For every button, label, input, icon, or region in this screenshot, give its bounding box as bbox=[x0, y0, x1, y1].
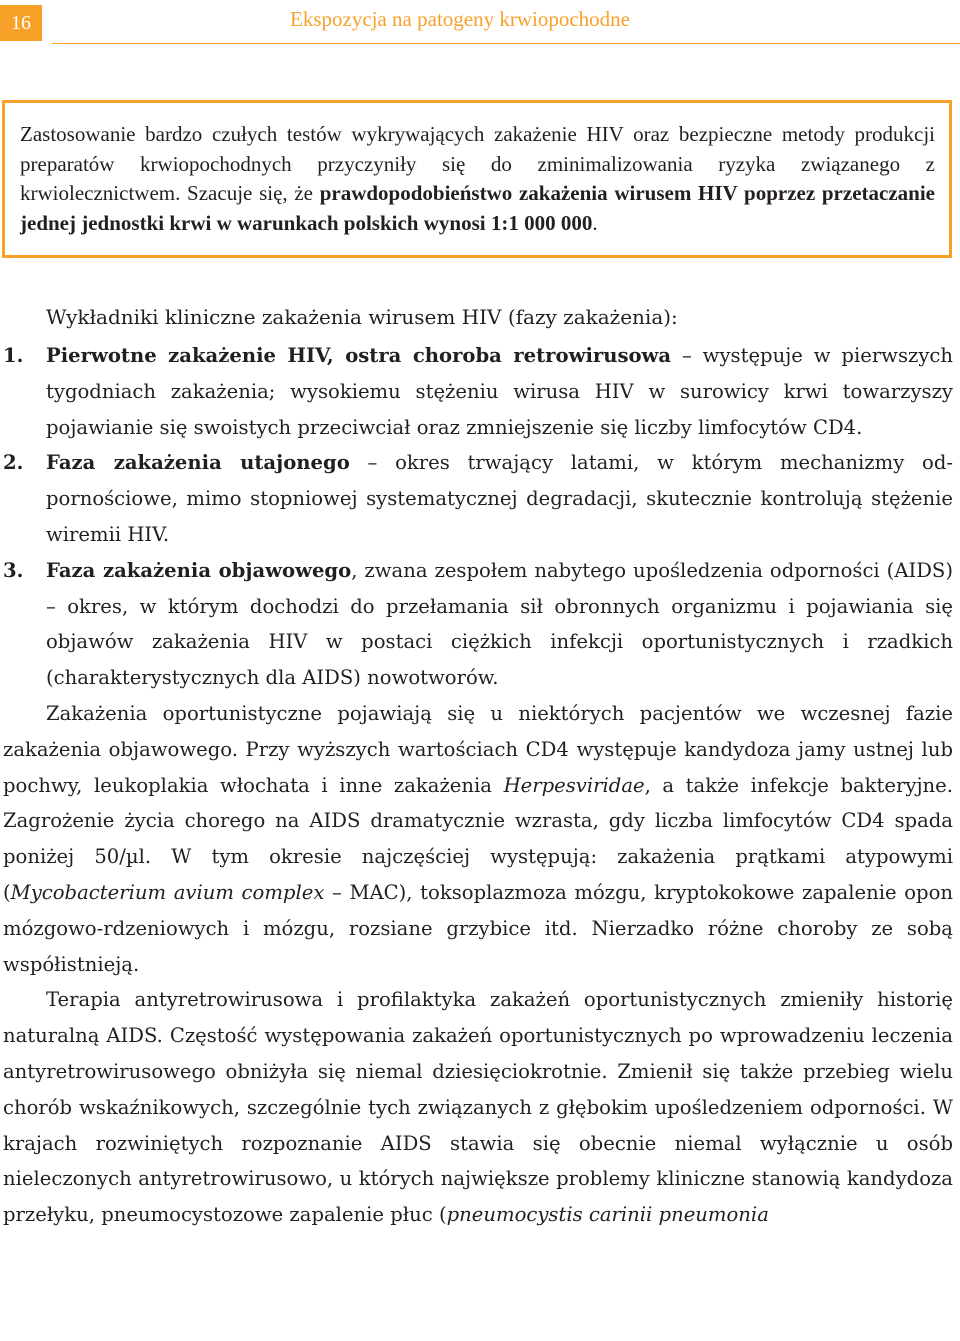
section-subheading: Wykładniki kliniczne zakażenia wirusem HIV (fazy zakażenia): bbox=[46, 305, 678, 329]
box-text-1: Zastosowanie bardzo czułych testów wykrywających zakażenie HIV oraz bezpieczne metody produkcji preparatów krwiopochodnych przyczyniły się do zminimalizowania ryzyka związanego z krwiolecznictwem. Szacuje się, że bbox=[20, 122, 935, 205]
paragraph-text: – MAC), toksoplazmoza mózgu, kryptokokowe zapalenie opon mózgowo-rdzeniowych i mózgu, rozsiane grzybice itd. Nierzadko różne choroby ze sobą współistnieją. bbox=[3, 880, 953, 976]
body-text bbox=[3, 338, 953, 1233]
italic-term: Mycobacterium avium complex bbox=[10, 880, 325, 904]
paragraph-text: Terapia antyretrowirusowa i profilaktyka zakażeń oportunistycznych zmieniły historię naturalną AIDS. Częstość występowania zakażeń oportunistycznych po wprowadzeniu leczenia antyretrowirusowego obniżyła się niemal dziesięciokrotnie. Zmienił się także przebieg wielu chorób wskaźnikowych, szczególnie tych związanych z głębokim upośledzeniem odporności. W krajach rozwiniętych rozpoznanie AIDS stawia się obecnie niemal wyłącznie u osób nieleczonych antyretrowirusowo, u których największe problemy kliniczne stanowią kandydoza przełyku, pneumocystozowe zapalenie płuc ( bbox=[3, 988, 953, 1227]
italic-term: pneumocystis carinii pneumonia bbox=[446, 1203, 769, 1227]
item-number: 3. bbox=[3, 558, 24, 582]
item-text: , zwana zespołem nabytego upośledzenia odporności (AIDS) – okres, w którym dochodzi do przełamania sił obronnych organizmu i pojawiania się objawów zakażenia HIV w postaci ciężkich infekcji oportunistycznych i rzadkich (charakterystycznych dla AIDS) nowotworów. bbox=[46, 558, 953, 690]
italic-term: Herpesviridae bbox=[503, 773, 645, 797]
box-bold-text: prawdopodobieństwo zakażenia wirusem HIV poprzez przetaczanie jednej jednostki krwi w warunkach polskich wynosi 1:1 000 000 bbox=[20, 181, 935, 235]
phase-item-3 bbox=[3, 553, 953, 696]
item-bold-term: Faza zakażenia objawowego bbox=[46, 558, 352, 582]
page-number: 16 bbox=[0, 5, 42, 41]
paragraph-text: , a także infekcje bakteryjne. Zagrożenie życia chorego na AIDS dramatycznie wzrasta, gdy liczba limfocytów CD4 spada poniżej 50/µl. W tym okresie najczęściej występują: zakażenia prątkami atypowymi ( bbox=[3, 773, 953, 904]
phase-item-1 bbox=[3, 338, 953, 445]
header-rule bbox=[52, 43, 960, 44]
item-text: – występuje w pierwszych tygodniach zakażenia; wysokiemu stężeniu wirusa HIV w surowicy krwi towarzyszy pojawianie się swoistych przeciwciał oraz zmniejszenie się liczby limfocytów CD4. bbox=[46, 344, 953, 439]
item-bold-term: Faza zakażenia utajonego bbox=[46, 451, 350, 475]
paragraph-text: Zakażenia oportunistyczne pojawiają się u niektórych pacjentów we wczesnej fazie zakażenia objawowego. Przy wyższych wartościach CD4 występuje kandydoza jamy ustnej lub pochwy, leukoplakia włochata i inne zakażenia bbox=[3, 701, 953, 797]
running-title: Ekspozycja na patogeny krwiopochodne bbox=[290, 7, 630, 31]
highlight-box bbox=[2, 100, 952, 258]
paragraph-opportunistic-infections bbox=[3, 696, 953, 982]
page-header bbox=[0, 0, 960, 44]
item-number: 1. bbox=[3, 344, 24, 367]
box-text-2: . bbox=[592, 210, 598, 235]
paragraph-antiretroviral-therapy bbox=[3, 982, 953, 1233]
item-text: – okres trwający latami, w którym mechanizmy odpornościowe, mimo stopniowej systematycznej degradacji, skutecznie kontrolują stężenie wiremii HIV. bbox=[46, 451, 953, 546]
item-bold-term: Pierwotne zakażenie HIV, ostra choroba retrowirusowa bbox=[46, 344, 672, 367]
phase-item-2 bbox=[3, 445, 953, 552]
item-number: 2. bbox=[3, 451, 24, 475]
